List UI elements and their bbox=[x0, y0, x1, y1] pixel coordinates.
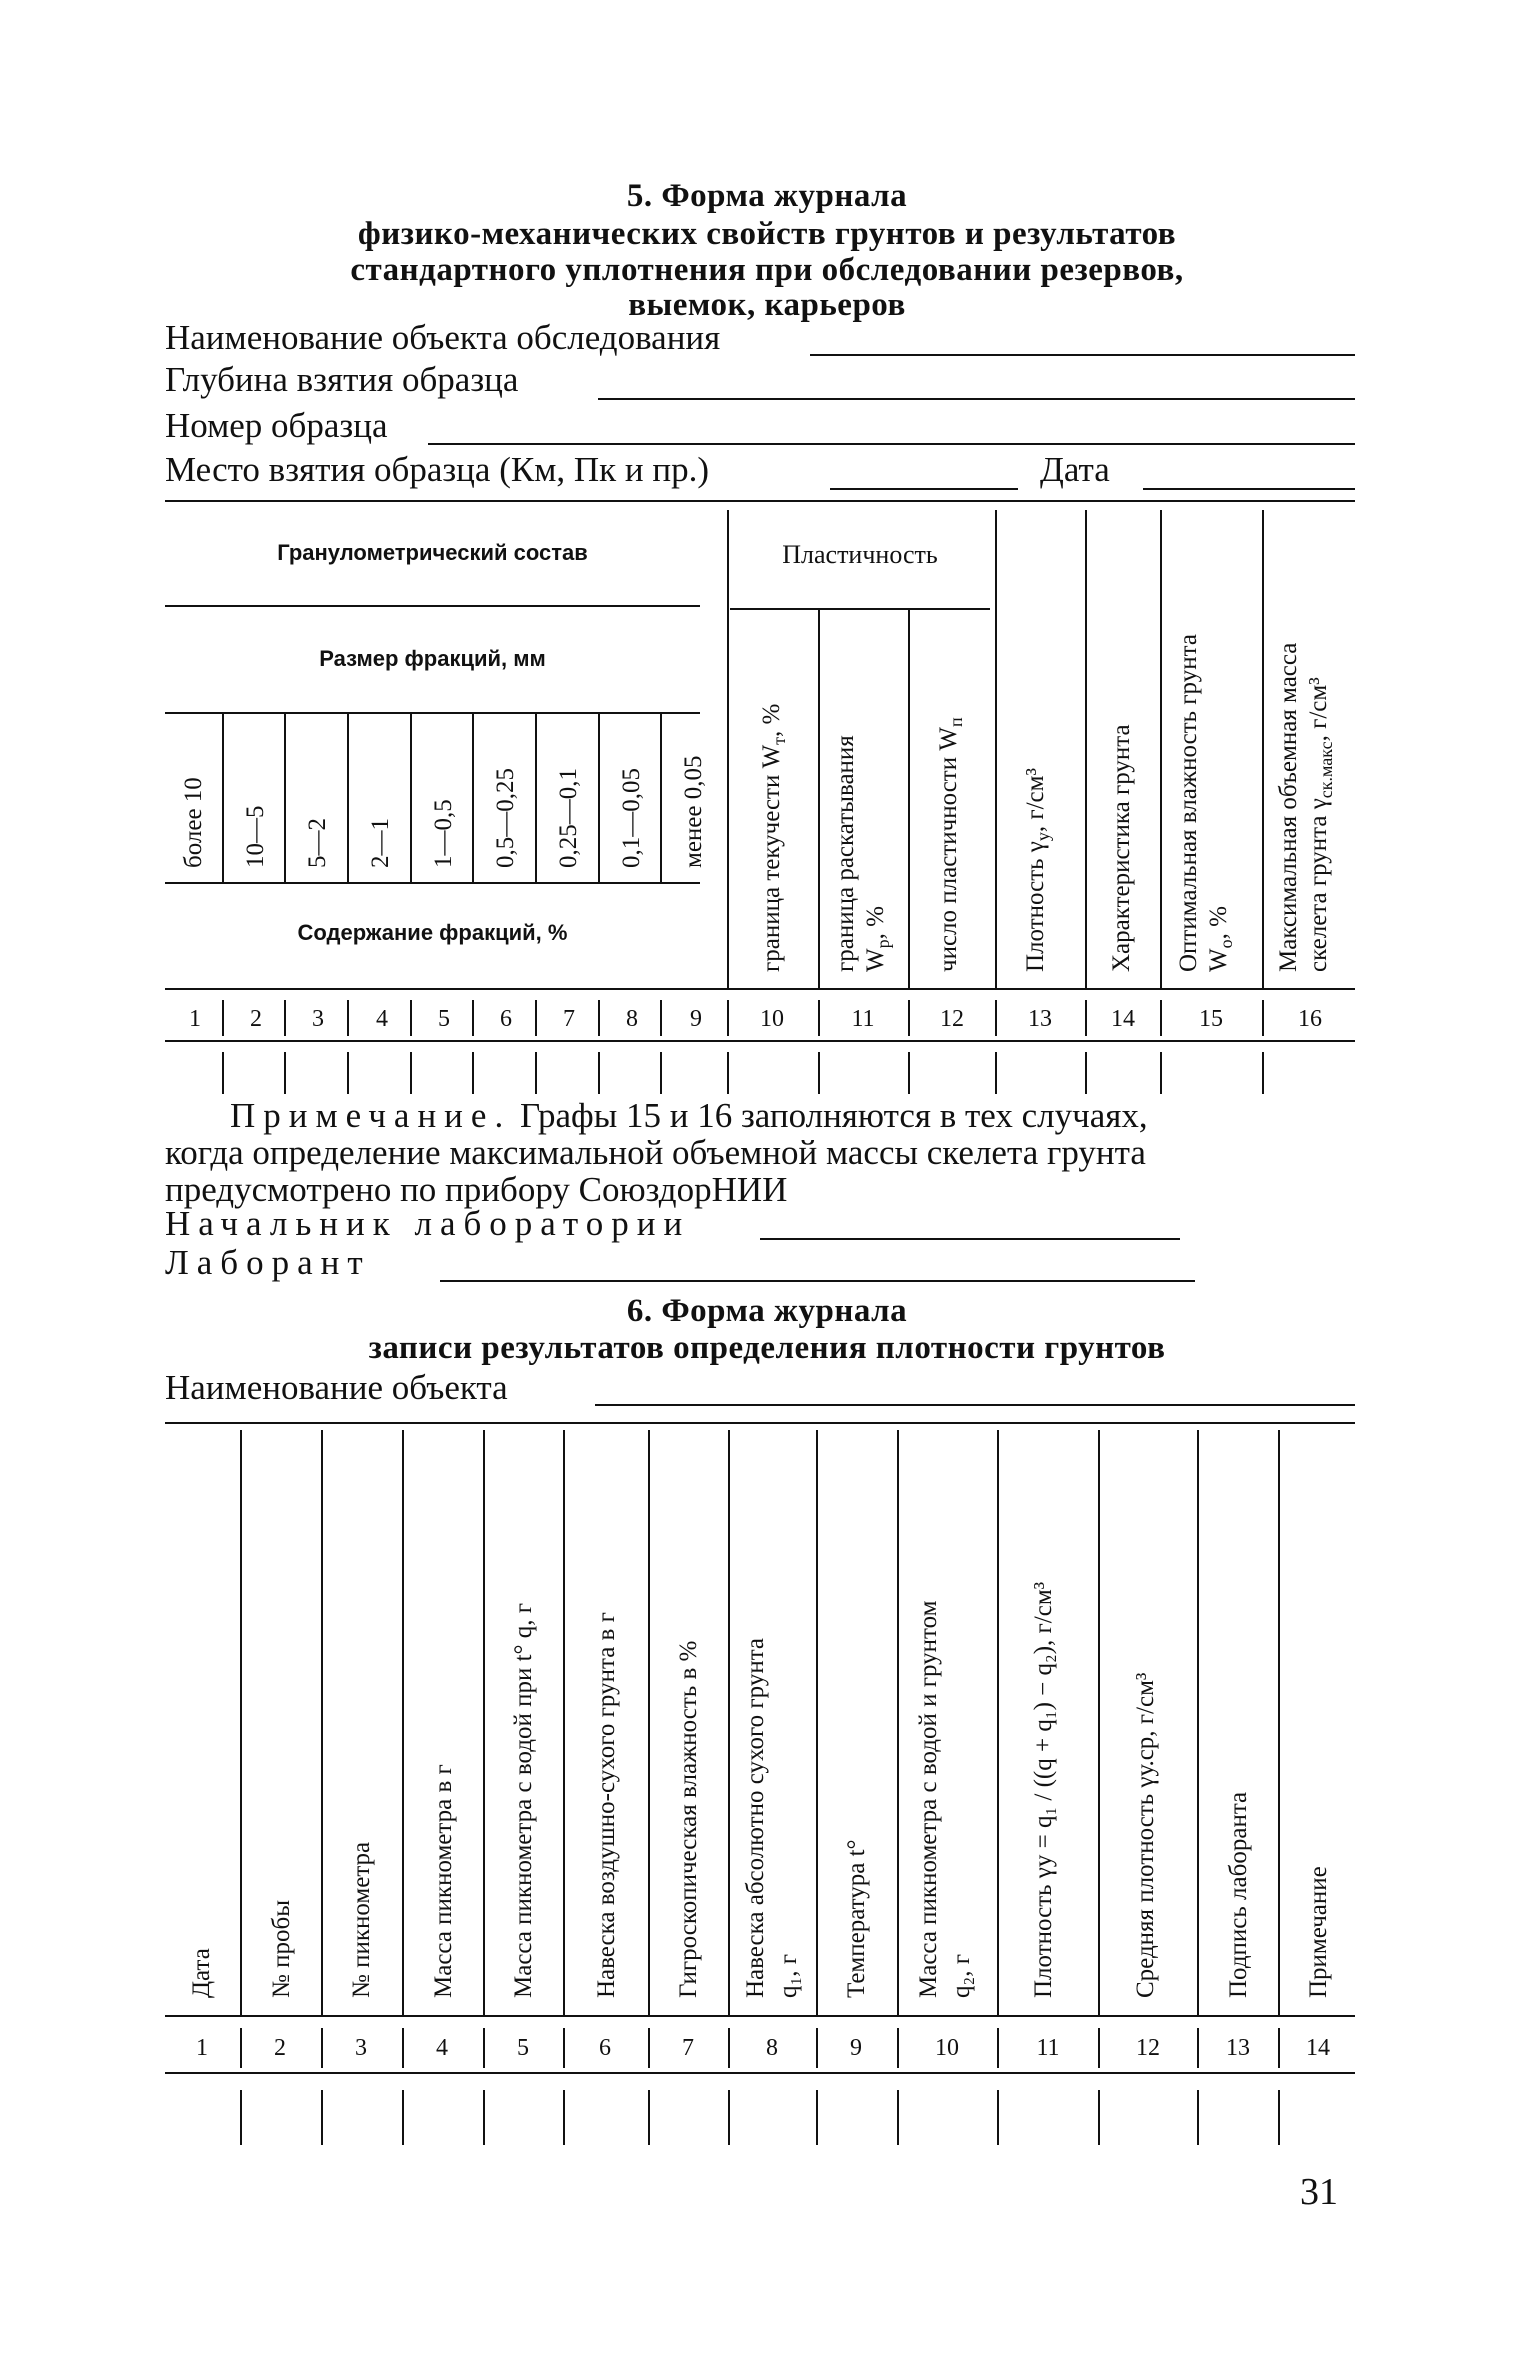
table2-numbers-bottom bbox=[165, 2072, 1355, 2074]
t1-b-v2 bbox=[284, 1052, 286, 1094]
col16-max-density-a: Максимальная объемная масса bbox=[1275, 642, 1302, 972]
t2-num-11: 11 bbox=[1036, 2035, 1060, 2061]
fraction-7: 0,25—0,1 bbox=[555, 768, 582, 868]
t1-n-v1 bbox=[222, 1000, 224, 1036]
t2-v11 bbox=[1098, 1430, 1100, 2015]
t2-col-pycnometer-no: № пикнометра bbox=[348, 1841, 375, 1998]
form6-object-blank[interactable] bbox=[595, 1404, 1355, 1406]
table1-top-rule bbox=[165, 500, 1355, 502]
t2-n-v9 bbox=[897, 2028, 899, 2068]
t1-num-15: 15 bbox=[1199, 1006, 1223, 1032]
t2-num-13: 13 bbox=[1226, 2035, 1250, 2061]
hdr-fraction-content: Содержание фракций, % bbox=[297, 920, 568, 945]
t1-b-v3 bbox=[347, 1052, 349, 1094]
t2-num-5: 5 bbox=[517, 2035, 529, 2061]
t1-n-v4 bbox=[410, 1000, 412, 1036]
fraction-6: 0,5—0,25 bbox=[492, 768, 519, 868]
t1-num-8: 8 bbox=[626, 1006, 638, 1032]
t2-col-mean-density: Средняя плотность γу.ср, г/см³ bbox=[1132, 1672, 1159, 1998]
t2-col-signature: Подпись лаборанта bbox=[1225, 1791, 1252, 1998]
t1-num-11: 11 bbox=[851, 1006, 875, 1032]
t1-v14 bbox=[1160, 510, 1162, 988]
t1-v3 bbox=[347, 712, 349, 882]
assistant-blank[interactable] bbox=[440, 1280, 1195, 1282]
t1-b-v12 bbox=[995, 1052, 997, 1094]
t1-num-9: 9 bbox=[690, 1006, 702, 1032]
t1-n-v10 bbox=[818, 1000, 820, 1036]
t1-v9 bbox=[727, 510, 729, 988]
fraction-3: 5—2 bbox=[304, 818, 331, 868]
t2-v10 bbox=[997, 1430, 999, 2015]
t2-col-dry-sample-a: Навеска абсолютно сухого грунта bbox=[742, 1637, 769, 1998]
t1-v11 bbox=[908, 608, 910, 988]
t2-n-v3 bbox=[402, 2028, 404, 2068]
col15-optimal-moisture-a: Оптимальная влажность грунта bbox=[1175, 634, 1202, 972]
t2-num-12: 12 bbox=[1136, 2035, 1160, 2061]
field-depth-label: Глубина взятия образца bbox=[165, 360, 519, 399]
t2-n-v7 bbox=[728, 2028, 730, 2068]
field-number-label: Номер образца bbox=[165, 406, 388, 445]
t1-n-v8 bbox=[660, 1000, 662, 1036]
t2-col-dry-sample-b: q₁, г bbox=[775, 1954, 802, 1998]
t2-n-v4 bbox=[483, 2028, 485, 2068]
t2-col-pycnometer-soil-b: q₂, г bbox=[948, 1954, 975, 1998]
col15-optimal-moisture-b: $W_о$, % bbox=[1205, 906, 1236, 972]
t1-b-v6 bbox=[535, 1052, 537, 1094]
field-date-blank[interactable] bbox=[1143, 488, 1355, 490]
t1-b-v11 bbox=[908, 1052, 910, 1094]
t1-v8 bbox=[660, 712, 662, 882]
fraction-4: 2—1 bbox=[367, 818, 394, 868]
t2-num-3: 3 bbox=[355, 2035, 367, 2061]
table1-numbers-bottom bbox=[165, 1040, 1355, 1042]
t2-v9 bbox=[897, 1430, 899, 2015]
t2-n-v13 bbox=[1278, 2028, 1280, 2068]
form5-subtitle-2: стандартного уплотнения при обследовании резервов, bbox=[350, 252, 1184, 288]
t2-n-v6 bbox=[648, 2028, 650, 2068]
t1-v6 bbox=[535, 712, 537, 882]
t2-n-v12 bbox=[1197, 2028, 1199, 2068]
t2-num-10: 10 bbox=[935, 2035, 959, 2061]
field-object-blank[interactable] bbox=[810, 354, 1355, 356]
t2-v6 bbox=[648, 1430, 650, 2015]
t1-n-v12 bbox=[995, 1000, 997, 1036]
t1-num-13: 13 bbox=[1028, 1006, 1052, 1032]
t2-col-density-formula: Плотность γу = q₁ / ((q + q₁) − q₂), г/см³ bbox=[1030, 1581, 1057, 1998]
col11-plastic-limit-a: граница раскатывания bbox=[832, 735, 859, 972]
field-depth-blank[interactable] bbox=[598, 398, 1355, 400]
t2-n-v2 bbox=[321, 2028, 323, 2068]
t2-b-v1 bbox=[240, 2090, 242, 2145]
table1-rule-size bbox=[165, 712, 700, 714]
t2-v1 bbox=[240, 1430, 242, 2015]
table2-header-bottom bbox=[165, 2015, 1355, 2017]
t2-b-v6 bbox=[648, 2090, 650, 2145]
t1-v5 bbox=[472, 712, 474, 882]
t2-v2 bbox=[321, 1430, 323, 2015]
t2-col-pycnometer-soil-a: Масса пикнометра с водой и грунтом bbox=[915, 1600, 942, 1998]
t1-num-4: 4 bbox=[376, 1006, 388, 1032]
t2-n-v11 bbox=[1098, 2028, 1100, 2068]
field-place-label: Место взятия образца (Км, Пк и пр.) bbox=[165, 450, 709, 489]
t2-num-2: 2 bbox=[274, 2035, 286, 2061]
t1-n-v14 bbox=[1160, 1000, 1162, 1036]
t2-b-v8 bbox=[816, 2090, 818, 2145]
t1-b-v7 bbox=[598, 1052, 600, 1094]
t1-num-14: 14 bbox=[1111, 1006, 1135, 1032]
t1-num-10: 10 bbox=[760, 1006, 784, 1032]
t1-v7 bbox=[598, 712, 600, 882]
t1-n-v3 bbox=[347, 1000, 349, 1036]
t1-v1 bbox=[222, 712, 224, 882]
t1-b-v1 bbox=[222, 1052, 224, 1094]
hdr-plasticity: Пластичность bbox=[782, 540, 938, 569]
form6-subtitle: записи результатов определения плотности грунтов bbox=[368, 1330, 1166, 1366]
fraction-5: 1—0,5 bbox=[430, 799, 457, 868]
t2-b-v3 bbox=[402, 2090, 404, 2145]
note-line-1: Примечание. Графы 15 и 16 заполняются в тех случаях, bbox=[230, 1096, 1148, 1135]
t2-b-v12 bbox=[1197, 2090, 1199, 2145]
t1-b-v13 bbox=[1085, 1052, 1087, 1094]
field-object-label: Наименование объекта обследования bbox=[165, 318, 721, 357]
col12-plasticity-index: число пластичности $W_п$ bbox=[935, 717, 966, 972]
t1-num-2: 2 bbox=[250, 1006, 262, 1032]
t1-num-5: 5 bbox=[438, 1006, 450, 1032]
t2-b-v10 bbox=[997, 2090, 999, 2145]
t1-n-v2 bbox=[284, 1000, 286, 1036]
t1-n-v11 bbox=[908, 1000, 910, 1036]
t2-n-v10 bbox=[997, 2028, 999, 2068]
t2-col-temperature: Температура t° bbox=[843, 1839, 870, 1998]
t1-b-v10 bbox=[818, 1052, 820, 1094]
col13-density: Плотность $\gamma_у$, г/см³ bbox=[1022, 768, 1053, 972]
t1-b-v8 bbox=[660, 1052, 662, 1094]
t1-n-v15 bbox=[1262, 1000, 1264, 1036]
t1-num-6: 6 bbox=[500, 1006, 512, 1032]
form5-title: 5. Форма журнала bbox=[626, 178, 908, 214]
chief-blank[interactable] bbox=[760, 1238, 1180, 1240]
t2-col-sample-no: № пробы bbox=[268, 1900, 295, 1998]
t1-b-v14 bbox=[1160, 1052, 1162, 1094]
t1-n-v5 bbox=[472, 1000, 474, 1036]
t2-n-v1 bbox=[240, 2028, 242, 2068]
t2-num-14: 14 bbox=[1306, 2035, 1330, 2061]
form5-subtitle-3: выемок, карьеров bbox=[628, 287, 906, 323]
t1-n-v7 bbox=[598, 1000, 600, 1036]
t2-col-pycnometer-mass: Масса пикнометра в г bbox=[430, 1764, 457, 1998]
hdr-fraction-size: Размер фракций, мм bbox=[319, 646, 546, 671]
field-place-blank[interactable] bbox=[830, 488, 1018, 490]
t1-b-v9 bbox=[727, 1052, 729, 1094]
table1-rule-gran bbox=[165, 605, 700, 607]
t2-num-1: 1 bbox=[196, 2035, 208, 2061]
t2-v4 bbox=[483, 1430, 485, 2015]
col14-soil-characteristic: Характеристика грунта bbox=[1108, 724, 1135, 972]
col11-plastic-limit-b: $W_р$, % bbox=[862, 906, 893, 972]
t1-num-7: 7 bbox=[563, 1006, 575, 1032]
t2-b-v4 bbox=[483, 2090, 485, 2145]
t2-col-pycnometer-water: Масса пикнометра с водой при t° q, г bbox=[510, 1602, 537, 1998]
t1-v12 bbox=[995, 510, 997, 988]
t2-num-6: 6 bbox=[599, 2035, 611, 2061]
hdr-granulometric: Гранулометрический состав bbox=[277, 540, 588, 565]
t2-num-9: 9 bbox=[850, 2035, 862, 2061]
note-line-2: когда определение максимальной объемной массы скелета грунта bbox=[165, 1133, 1146, 1172]
t1-v13 bbox=[1085, 510, 1087, 988]
t2-b-v5 bbox=[563, 2090, 565, 2145]
assistant-label: Лаборант bbox=[165, 1243, 371, 1282]
t1-num-16: 16 bbox=[1298, 1006, 1322, 1032]
t2-b-v11 bbox=[1098, 2090, 1100, 2145]
t1-b-v5 bbox=[472, 1052, 474, 1094]
t2-num-4: 4 bbox=[436, 2035, 448, 2061]
col10-liquid-limit: граница текучести $W_т$, % bbox=[758, 703, 789, 972]
field-number-blank[interactable] bbox=[428, 443, 1355, 445]
t1-num-12: 12 bbox=[940, 1006, 964, 1032]
fraction-8: 0,1—0,05 bbox=[618, 768, 645, 868]
t2-b-v2 bbox=[321, 2090, 323, 2145]
form5-subtitle-1: физико-механических свойств грунтов и результатов bbox=[357, 216, 1177, 252]
t2-col-note: Примечание bbox=[1305, 1866, 1332, 1998]
t2-b-v9 bbox=[897, 2090, 899, 2145]
t1-n-v13 bbox=[1085, 1000, 1087, 1036]
t1-n-v6 bbox=[535, 1000, 537, 1036]
t2-v7 bbox=[728, 1430, 730, 2015]
form6-object-label: Наименование объекта bbox=[165, 1368, 508, 1407]
t2-v12 bbox=[1197, 1430, 1199, 2015]
fraction-2: 10—5 bbox=[242, 805, 269, 868]
t1-b-v15 bbox=[1262, 1052, 1264, 1094]
field-date-label: Дата bbox=[1040, 450, 1110, 489]
t1-b-v4 bbox=[410, 1052, 412, 1094]
t2-b-v7 bbox=[728, 2090, 730, 2145]
form6-title: 6. Форма журнала bbox=[626, 1293, 908, 1329]
t2-num-7: 7 bbox=[682, 2035, 694, 2061]
t2-col-air-dry-sample: Навеска воздушно-сухого грунта в г bbox=[593, 1612, 620, 1998]
t2-b-v13 bbox=[1278, 2090, 1280, 2145]
table1-rule-frac bbox=[165, 882, 700, 884]
table1-rule-plast bbox=[730, 608, 990, 610]
t2-v3 bbox=[402, 1430, 404, 2015]
t2-num-8: 8 bbox=[766, 2035, 778, 2061]
page-number: 31 bbox=[1300, 2171, 1338, 2213]
fraction-9: менее 0,05 bbox=[680, 755, 707, 868]
t2-n-v8 bbox=[816, 2028, 818, 2068]
t2-v5 bbox=[563, 1430, 565, 2015]
t1-num-1: 1 bbox=[189, 1006, 201, 1032]
t1-v10 bbox=[818, 608, 820, 988]
t1-v4 bbox=[410, 712, 412, 882]
t1-num-3: 3 bbox=[312, 1006, 324, 1032]
table1-header-bottom bbox=[165, 988, 1355, 990]
t1-n-v9 bbox=[727, 1000, 729, 1036]
t1-v2 bbox=[284, 712, 286, 882]
t2-v13 bbox=[1278, 1430, 1280, 2015]
t2-col-date: Дата bbox=[188, 1948, 215, 1998]
note-line-3: предусмотрено по прибору СоюздорНИИ bbox=[165, 1170, 788, 1209]
t2-n-v5 bbox=[563, 2028, 565, 2068]
col16-max-density-b: скелета грунта $\gamma_{ск.макс}$, г/см³ bbox=[1305, 677, 1336, 972]
table2-top-rule bbox=[165, 1422, 1355, 1424]
t1-v15 bbox=[1262, 510, 1264, 988]
t2-v8 bbox=[816, 1430, 818, 2015]
chief-label: Начальник лаборатории bbox=[165, 1204, 691, 1243]
fraction-1: более 10 bbox=[180, 777, 207, 868]
t2-col-hygroscopic-moisture: Гигроскопическая влажность в % bbox=[675, 1640, 702, 1998]
